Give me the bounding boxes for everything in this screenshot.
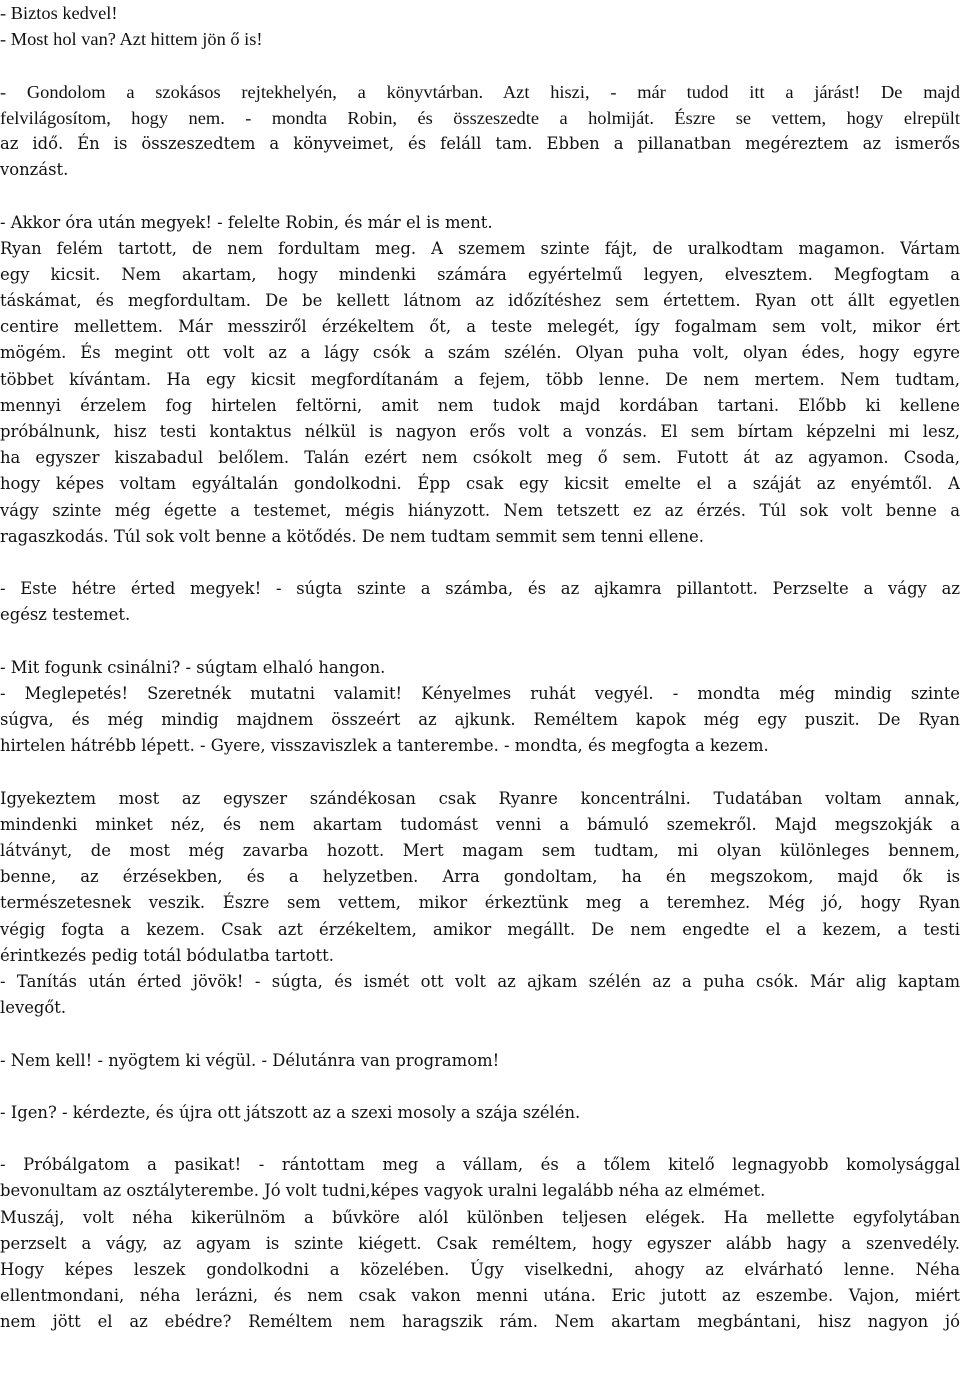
blank-line [0,183,960,209]
text-line: Hogy képes leszek gondolkodni a közelében. Úgy viselkedni, ahogy az elvárható lenne. Néha [0,1260,960,1279]
text-line: hirtelen hátrébb lépett. - Gyere, visszaviszlek a tanterembe. - mondta, és megfogta a kezem. [0,736,769,756]
text-line: bevonultam az osztályterembe. Jó volt tudni,képes vagyok uralni legalább néha az elmémet. [0,1181,766,1201]
text-line: végig fogta a kezem. Csak azt érzékeltem, amikor megállt. De nem engedte el a kezem, a testi [0,919,960,939]
text-line: - Tanítás után érted jövök! - súgta, és ismét ott volt az ajkam szélén az a puha csók. Már alig kaptam [0,971,960,991]
text-line: Muszáj, volt néha kikerülnöm a bűvköre alól különben teljesen elégek. Ha mellette egyfolytában [0,1207,960,1227]
text-line: - Próbálgatom a pasikat! - rántottam meg a vállam, és a tőlem kitelő legnagyobb komolysággal [0,1155,960,1175]
text-line: látványt, de most még zavarba hozott. Mert magam sem tudtam, mi olyan különleges bennem, [0,841,960,860]
text-line: mögém. És megint ott volt az a lágy csók a szám szélén. Olyan puha volt, olyan édes, hogy egyre [0,343,960,363]
text-line: vágy szinte még égette a testemet, mégis hiányzott. Nem tetszett ez az érzés. Túl sok volt benne a [0,500,960,520]
text-line: Ryan felém tartott, de nem fordultam meg. A szemem szinte fájt, de uralkodtam magamon. Vártam [0,238,960,258]
text-line: az idő. Én is összeszedtem a könyveimet, és feláll tam. Ebben a pillanatban megéreztem az ismerős [0,133,960,153]
blank-line [0,52,960,78]
text-line: - Akkor óra után megyek! - felelte Robin, és már el is ment. [0,212,493,232]
text-line: mindenki minket néz, és nem akartam tudomást venni a bámuló szemekről. Majd megszokják a [0,814,960,834]
blank-line [0,550,960,576]
blank-line [0,1126,960,1152]
blank-line [0,1074,960,1100]
text-line: ha egyszer kiszabadul belőlem. Talán ezért nem csókolt meg ő sem. Futott át az agyamon. Csoda, [0,448,960,468]
text-line: érintkezés pedig totál bódulatba tartott. [0,945,334,965]
text-line: - Gondolom a szokásos rejtekhelyén, a könyvtárban. Azt hiszi, - már tudod itt a járást! De majd [0,81,960,102]
blank-line [0,759,960,785]
text-line: természetesnek veszik. Észre sem vettem, mikor érkeztünk meg a teremhez. Még jó, hogy Ryan [0,893,960,913]
text-line: hogy képes voltam egyáltalán gondolkodni. Épp csak egy kicsit emelte el a száját az enyémtől. A [0,474,960,494]
text-line: felvilágosítom, hogy nem. - mondta Robin, és összeszedte a holmiját. Észre se vettem, hogy elrepült [0,107,960,128]
text-line: ellentmondani, néha lerázni, és nem csak vakon menni utána. Eric jutott az eszembe. Vajon, miért [0,1286,960,1306]
text-line: perzselt a vágy, az agyam is szinte kiégett. Csak reméltem, hogy egyszer alább hagy a szenvedély. [0,1233,960,1253]
text-line: többet kívántam. Ha egy kicsit megfordítanám a fejem, több lenne. De nem mertem. Nem tudtam, [0,369,960,389]
text-line: egy kicsit. Nem akartam, hogy mindenki számára egyértelmű legyen, elvesztem. Megfogtam a [0,264,960,284]
text-line: egész testemet. [0,605,131,625]
text-line: - Most hol van? Azt hittem jön ő is! [0,29,263,50]
text-line: nem jött el az ebédre? Reméltem nem haragszik rám. Nem akartam megbántani, hisz nagyon jó [0,1312,960,1332]
text-line: mennyi érzelem fog hirtelen feltörni, amit nem tudok majd kordában tartani. Előbb ki kellene [0,395,960,415]
text-line: táskámat, és megfordultam. De be kellett látnom az időzítéshez sem értettem. Ryan ott állt egyetlen [0,291,960,311]
text-line: - Este hétre érted megyek! - súgta szinte a számba, és az ajkamra pillantott. Perzselte a vágy az [0,579,960,599]
text-line: súgva, és még mindig majdnem összeért az ajkunk. Reméltem kapok még egy puszit. De Ryan [0,710,960,730]
text-line: centire mellettem. Már messziről érzékeltem őt, a teste melegét, így fogalmam sem volt, mikor ért [0,317,960,337]
text-line: - Biztos kedvel! [0,3,118,23]
text-line: próbálnunk, hisz testi kontaktus nélkül is nagyon erős volt a vonzás. El sem bírtam képzelni mi lesz, [0,422,960,441]
text-line: - Nem kell! - nyögtem ki végül. - Délutánra van programom! [0,1050,500,1070]
blank-line [0,1021,960,1047]
text-line: benne, az érzésekben, és a helyzetben. Arra gondoltam, ha én megszokom, majd ők is [0,867,960,887]
blank-line [0,629,960,655]
text-line: levegőt. [0,998,67,1018]
text-line: vonzást. [0,160,69,180]
text-line: - Mit fogunk csinálni? - súgtam elhaló hangon. [0,657,386,677]
text-line: - Meglepetés! Szeretnék mutatni valamit! Kényelmes ruhát vegyél. - mondta még mindig szinte [0,683,960,703]
text-line: ragaszkodás. Túl sok volt benne a kötődés. De nem tudtam semmit sem tenni ellene. [0,526,704,546]
text-line: - Igen? - kérdezte, és újra ott játszott az a szexi mosoly a szája szélén. [0,1102,581,1122]
text-line: Igyekeztem most az egyszer szándékosan csak Ryanre koncentrálni. Tudatában voltam annak, [0,788,960,808]
